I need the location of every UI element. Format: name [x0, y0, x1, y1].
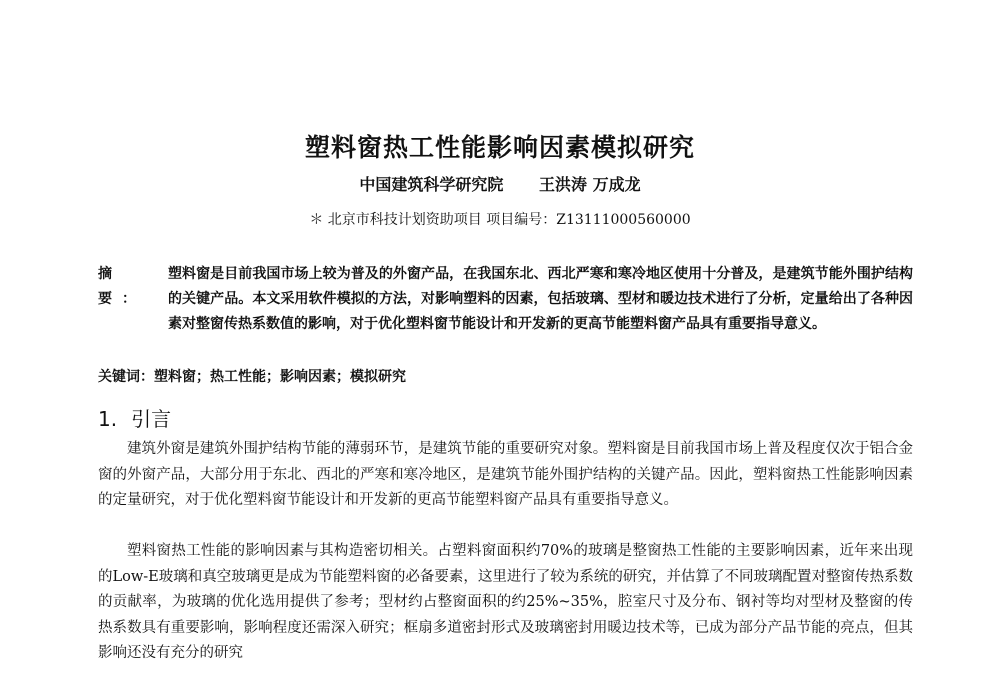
body-paragraph: 建筑外窗是建筑外围护结构节能的薄弱环节，是建筑节能的重要研究对象。塑料窗是目前我国市场上普及程度仅次于铝合金窗的外窗产品，大部分用于东北、西北的严寒和寒冷地区，是建筑节能外围护结构的关键产品。因此，塑料窗热工性能影响因素的定量研究，对于优化塑料窗节能设计和开发新的更高节能塑料窗产品具有重要指导意义。	[98, 441, 913, 508]
abstract	[98, 262, 913, 337]
keywords: 关键词：塑料窗；热工性能；影响因素；模拟研究	[98, 369, 406, 385]
body-paragraph: 塑料窗热工性能的影响因素与其构造密切相关。占塑料窗面积约70%的玻璃是整窗热工性能的主要影响因素，近年来出现的Low-E玻璃和真空玻璃更是成为节能塑料窗的必备要素，这里进行了较为系统的研究，并估算了不同玻璃配置对整窗传热系数的贡献率，为玻璃的优化选用提供了参考；型材约占整窗面积的约25%~35%，腔室尺寸及分布、钢衬等均对型材及整窗的传热系数具有重要影响，影响程度还需深入研究；框扇多道密封形式及玻璃密封用暖边技术等，已成为部分产品节能的亮点，但其影响还没有充分的研究	[98, 543, 913, 661]
section-number: 1.	[98, 407, 118, 431]
section-title: 引言	[131, 407, 172, 431]
affiliation: 中国建筑科学研究院	[359, 175, 504, 194]
abstract-text: 塑料窗是目前我国市场上较为普及的外窗产品，在我国东北、西北严寒和寒冷地区使用十分普及，是建筑节能外围护结构的关键产品。本文采用软件模拟的方法，对影响塑料的因素，包括玻璃、型材和暖边技术进行了分析，定量给出了各种因素对整窗传热系数值的影响，对于优化塑料窗节能设计和开发新的更高节能塑料窗产品具有重要指导意义。	[168, 266, 913, 332]
author-line	[0, 172, 1000, 195]
abstract-label: 摘 要：	[98, 266, 146, 307]
section-heading	[98, 403, 171, 432]
funding-note: ＊ 北京市科技计划资助项目 项目编号：Z13111000560000	[309, 212, 691, 228]
paper-title: 塑料窗热工性能影响因素模拟研究	[304, 133, 695, 162]
author-names: 王洪涛 万成龙	[539, 175, 641, 194]
